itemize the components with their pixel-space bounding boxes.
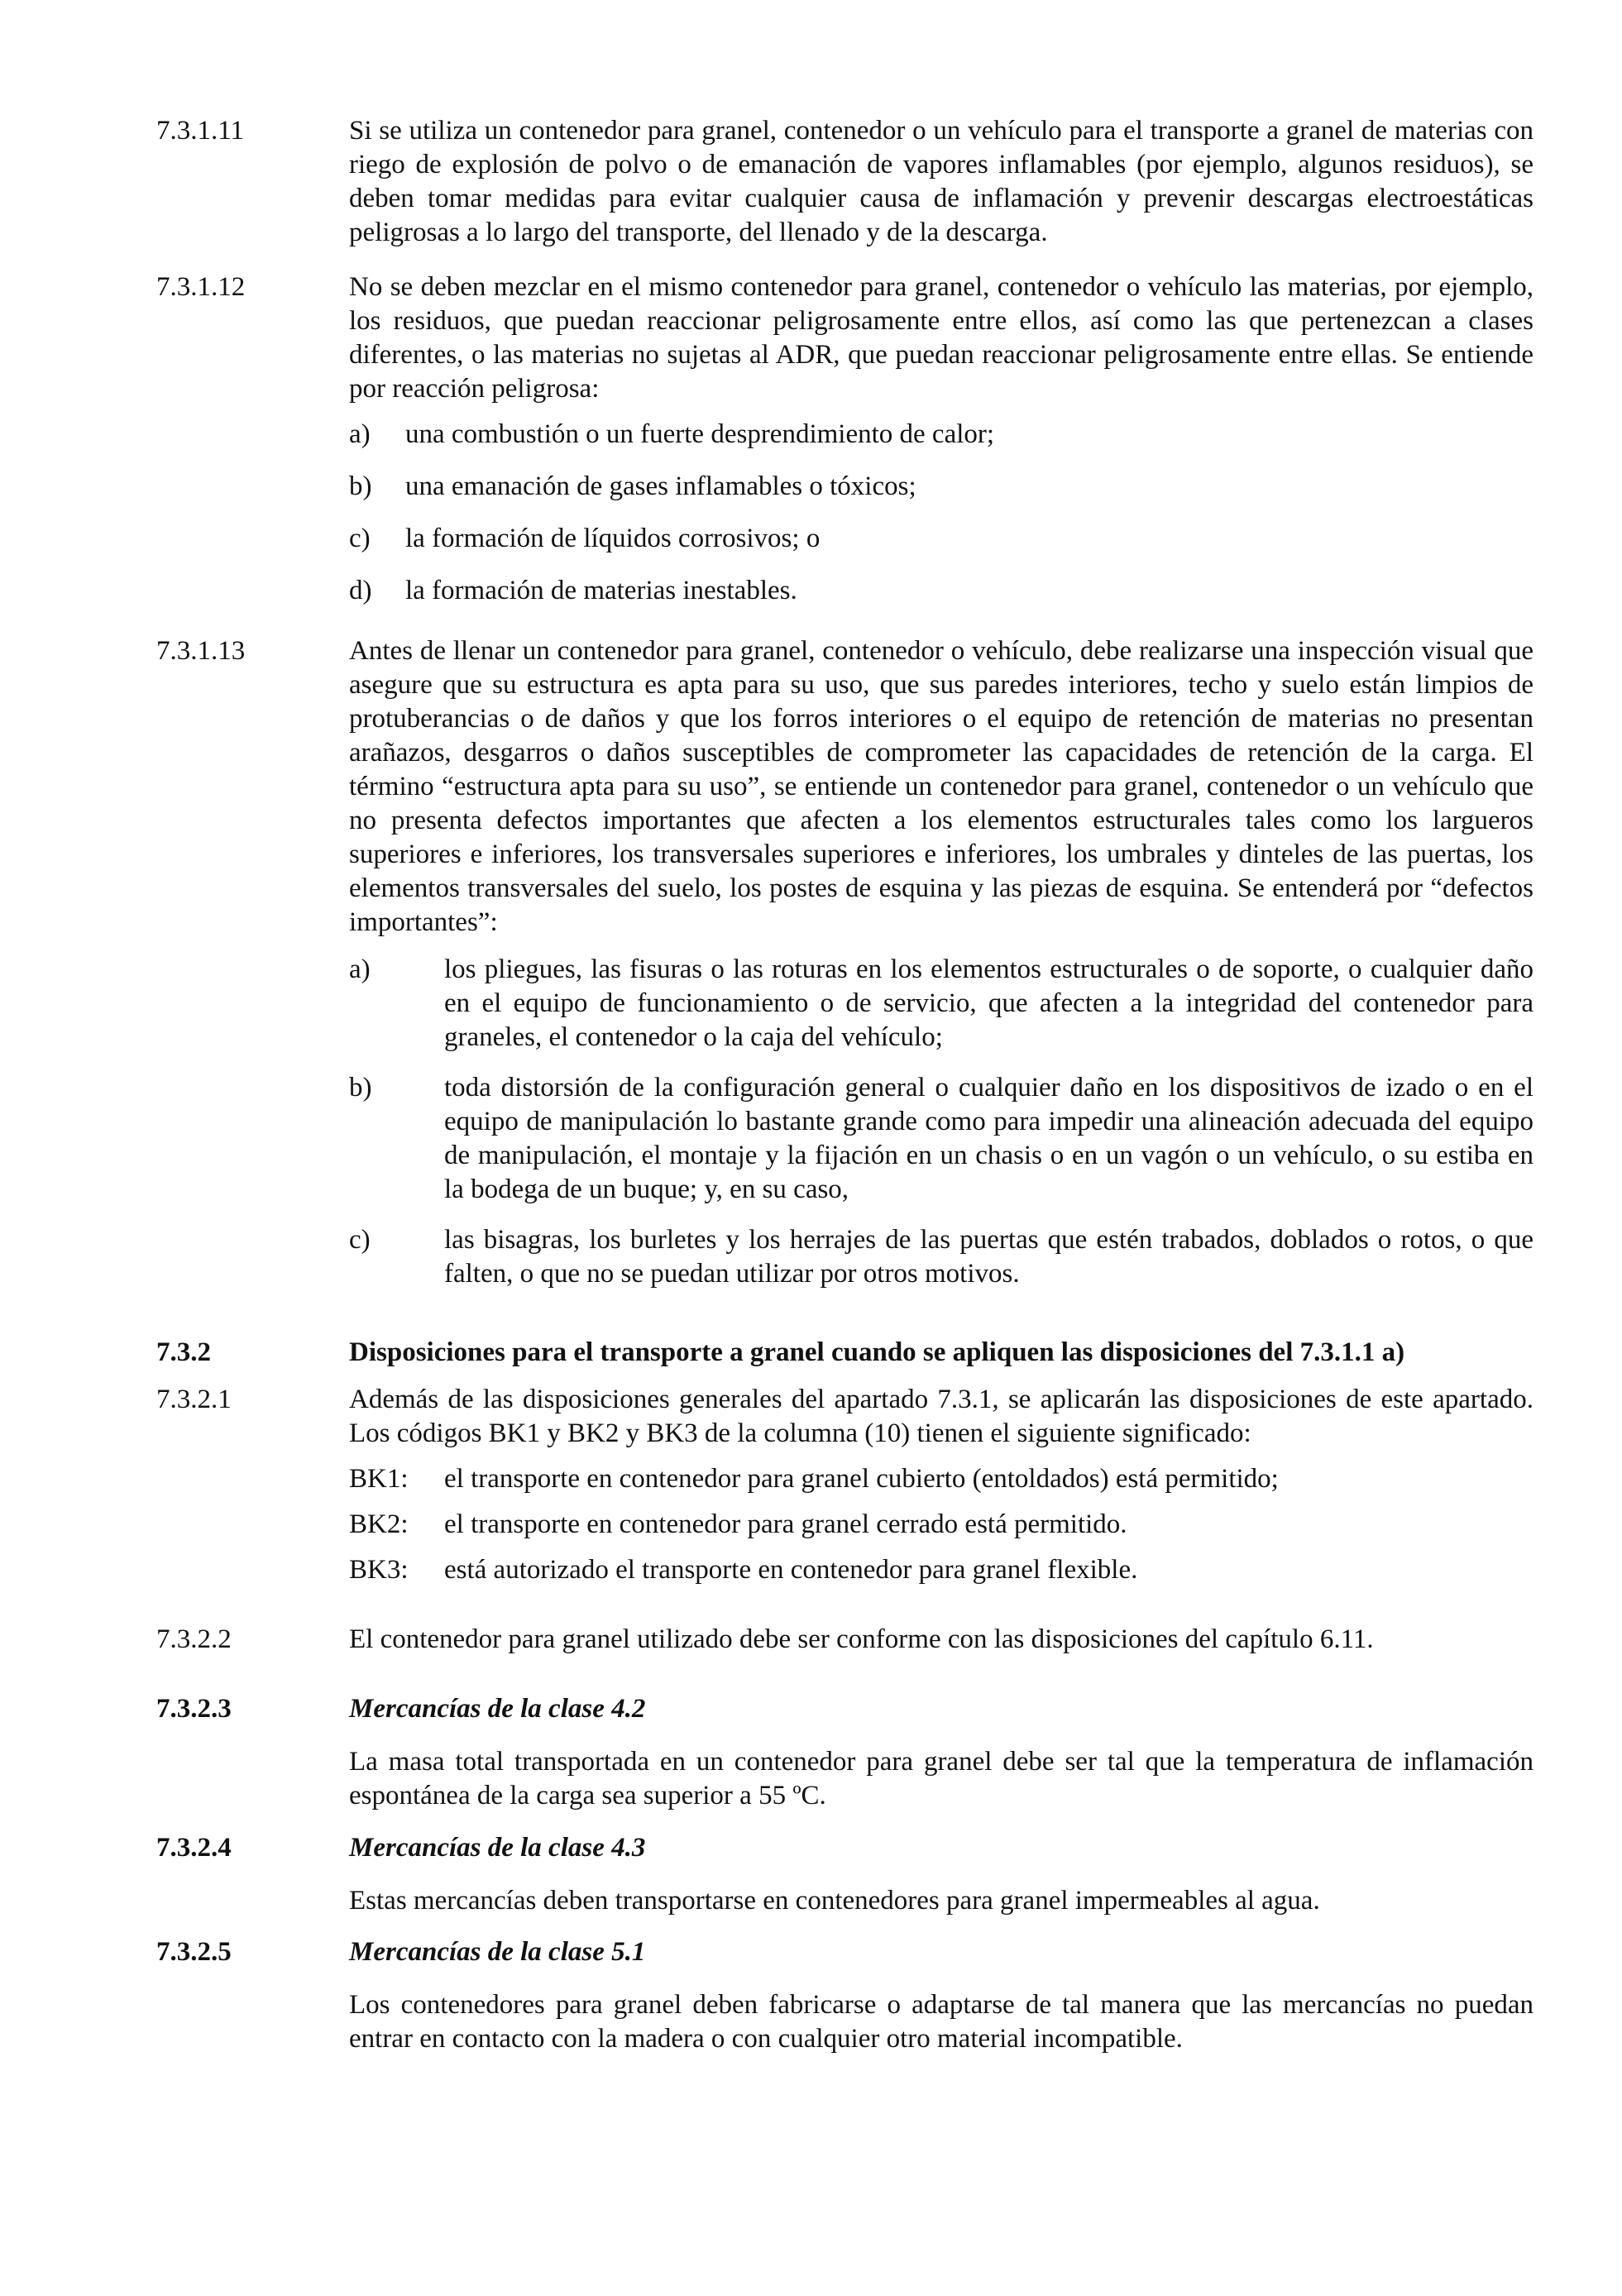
section-number: 7.3.2 xyxy=(156,1337,211,1367)
section-text: La masa total transportada en un contenedor para granel debe ser tal que la temperatura de inflamación espontánea de la carga sea superior a 55 ºC. xyxy=(349,1747,1533,1810)
section-number: 7.3.2.3 xyxy=(156,1694,232,1724)
section-text: Estas mercancías deben transportarse en contenedores para granel impermeables al agua. xyxy=(349,1886,1320,1916)
list-item xyxy=(349,1508,1533,1553)
section-number: 7.3.1.12 xyxy=(156,272,246,302)
list-item xyxy=(349,418,1533,470)
list-item-text: toda distorsión de la configuración general o cualquier daño en los dispositivos de izado o en el equipo de manipulación lo bastante grande como para impedir una alineación adecuada del equipo de manipulación, el montaje y la fijación en un chasis o en un vagón o un vehículo, o su estiba en la bodega de un buque; y, en su caso, xyxy=(444,1073,1533,1204)
list-item xyxy=(349,1071,1533,1207)
list-item-text: la formación de líquidos corrosivos; o xyxy=(405,524,821,553)
list-item-text: los pliegues, las fisuras o las roturas en los elementos estructurales o de soporte, o cualquier daño en el equipo de funcionamiento o de servicio, que afecten a la integridad del contenedor para graneles, el contenedor o la caja del vehículo; xyxy=(444,954,1533,1052)
list-marker: a) xyxy=(349,419,371,449)
section-number: 7.3.2.5 xyxy=(156,1937,232,1967)
list-marker: b) xyxy=(349,1073,372,1103)
list-item xyxy=(349,953,1533,1055)
section-heading: Mercancías de la clase 5.1 xyxy=(349,1937,646,1967)
section-heading: Mercancías de la clase 4.2 xyxy=(349,1694,646,1724)
section-text: El contenedor para granel utilizado debe ser conforme con las disposiciones del capítulo 6.11. xyxy=(349,1624,1374,1654)
section-number: 7.3.1.11 xyxy=(156,116,245,146)
section-text: Además de las disposiciones generales del apartado 7.3.1, se aplicarán las disposiciones de este apartado. Los códigos BK1 y BK2 y BK3 de la columna (10) tienen el siguiente significado: xyxy=(349,1385,1533,1448)
list-codigos-bk xyxy=(349,1462,1533,1587)
list-item-text: está autorizado el transporte en contenedor para granel flexible. xyxy=(444,1555,1138,1585)
list-marker: BK1: xyxy=(349,1464,409,1494)
section-number: 7.3.1.13 xyxy=(156,636,246,666)
list-item-text: una combustión o un fuerte desprendimiento de calor; xyxy=(405,419,995,449)
list-marker: c) xyxy=(349,524,371,553)
list-item-text: la formación de materias inestables. xyxy=(405,576,797,605)
section-text: Antes de llenar un contenedor para granel, contenedor o vehículo, debe realizarse una inspección visual que asegure que su estructura es apta para su uso, que sus paredes interiores, techo y suelo están limpios de protuberancias o de daños y que los forros interiores o el equipo de retención de materias no presentan arañazos, desgarros o daños susceptibles de comprometer las capacidades de retención de la carga. El término “estructura apta para su uso”, se entiende un contenedor para granel, contenedor o un vehículo que no presenta defectos importantes que afecten a los elementos estructurales tales como los largueros superiores e inferiores, los transversales superiores e inferiores, los umbrales y dinteles de las puertas, los elementos transversales del suelo, los postes de esquina y las piezas de esquina. Se entenderá por “defectos importantes”: xyxy=(349,636,1533,937)
section-text: Si se utiliza un contenedor para granel, contenedor o un vehículo para el transporte a granel de materias con riego de explosión de polvo o de emanación de vapores inflamables (por ejemplo, algunos residuos), se deben tomar medidas para evitar cualquier causa de inflamación y prevenir descargas electroestáticas peligrosas a lo largo del transporte, del llenado y de la descarga. xyxy=(349,116,1533,247)
list-item xyxy=(349,1462,1533,1508)
list-item xyxy=(349,1223,1533,1291)
list-marker: BK2: xyxy=(349,1509,409,1539)
list-marker: a) xyxy=(349,954,371,984)
list-item-text: una emanación de gases inflamables o tóxicos; xyxy=(405,471,916,501)
section-heading: Disposiciones para el transporte a granel cuando se apliquen las disposiciones del 7.3.1.1 a) xyxy=(349,1337,1405,1367)
list-item xyxy=(349,522,1533,574)
section-text: Los contenedores para granel deben fabricarse o adaptarse de tal manera que las mercancías no puedan entrar en contacto con la madera o con cualquier otro material incompatible. xyxy=(349,1990,1533,2054)
list-item xyxy=(349,470,1533,522)
list-item xyxy=(349,1553,1533,1587)
list-marker: BK3: xyxy=(349,1555,409,1585)
list-item-text: el transporte en contenedor para granel cubierto (entoldados) está permitido; xyxy=(444,1464,1279,1494)
section-heading: Mercancías de la clase 4.3 xyxy=(349,1833,646,1863)
list-defectos xyxy=(349,953,1533,1291)
list-item-text: el transporte en contenedor para granel cerrado está permitido. xyxy=(444,1509,1127,1539)
list-marker: d) xyxy=(349,576,372,605)
list-item xyxy=(349,574,1533,608)
list-reacciones xyxy=(349,418,1533,608)
section-number: 7.3.2.2 xyxy=(156,1624,232,1654)
list-item-text: las bisagras, los burletes y los herrajes de las puertas que estén trabados, doblados o rotos, o que falten, o que no se puedan utilizar por otros motivos. xyxy=(444,1225,1533,1289)
list-marker: c) xyxy=(349,1225,371,1255)
section-number: 7.3.2.4 xyxy=(156,1833,232,1863)
list-marker: b) xyxy=(349,471,372,501)
section-text: No se deben mezclar en el mismo contenedor para granel, contenedor o vehículo las materias, por ejemplo, los residuos, que puedan reaccionar peligrosamente entre ellos, así como las que pertenezcan a clases diferentes, o las materias no sujetas al ADR, que puedan reaccionar peligrosamente entre ellas. Se entiende por reacción peligrosa: xyxy=(349,272,1533,404)
section-number: 7.3.2.1 xyxy=(156,1385,232,1414)
